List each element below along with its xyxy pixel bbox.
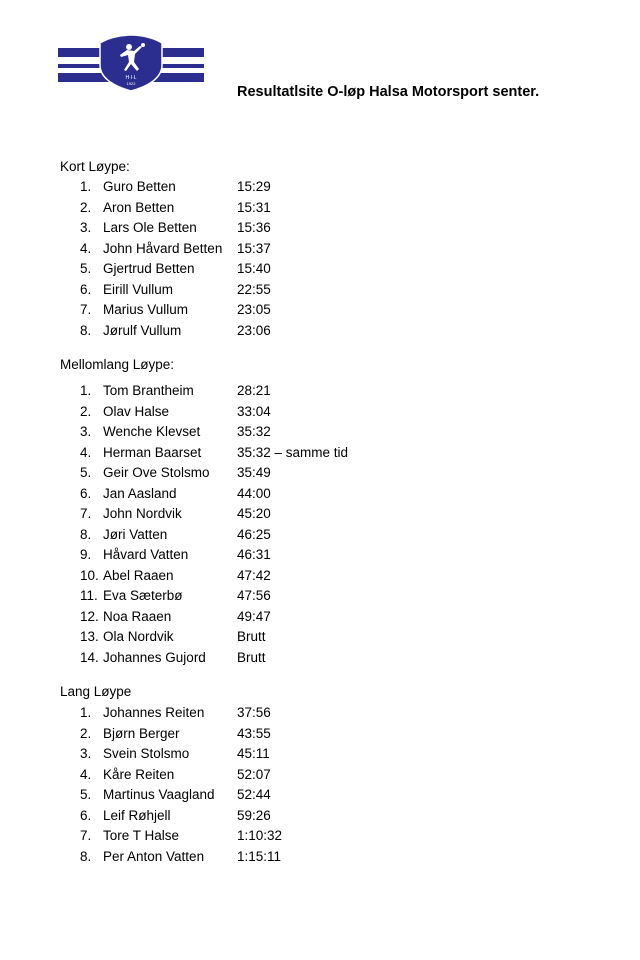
result-name: Kåre Reiten — [103, 766, 175, 782]
result-name: Håvard Vatten — [103, 547, 189, 562]
logo-letters: H·I·L — [125, 75, 137, 81]
result-rank: 11. — [80, 588, 98, 603]
result-row — [0, 525, 640, 546]
result-time: 45:11 — [237, 746, 270, 761]
result-time: 47:56 — [237, 588, 271, 603]
result-name: Marius Vullum — [103, 302, 189, 317]
result-rank: 3. — [80, 746, 92, 761]
result-rank: 5. — [80, 787, 92, 802]
result-rank: 1. — [80, 179, 92, 194]
result-time: 28:21 — [237, 383, 271, 398]
result-row — [0, 703, 640, 724]
result-time: 45:20 — [237, 506, 271, 521]
result-name: Eva Sæterbø — [103, 588, 183, 603]
result-time: 33:04 — [237, 403, 271, 419]
result-time: 43:55 — [237, 725, 271, 741]
result-time: 35:49 — [237, 465, 271, 480]
result-row — [0, 321, 640, 342]
result-rank: 4. — [80, 766, 92, 782]
result-name: Guro Betten — [103, 179, 176, 194]
result-rank: 9. — [80, 547, 92, 562]
result-name: Svein Stolsmo — [103, 746, 190, 761]
result-time: 23:05 — [237, 302, 271, 317]
result-name: Johannes Gujord — [103, 649, 206, 665]
result-name: Bjørn Berger — [103, 725, 180, 741]
result-row — [0, 198, 640, 219]
result-time: Brutt — [237, 649, 266, 665]
section-heading-lang: Lang Løype — [60, 684, 132, 699]
result-name: Wenche Klevset — [103, 424, 201, 439]
page-title: Resultatlsite O-løp Halsa Motorsport senter. — [237, 84, 540, 100]
section-heading-kort: Kort Løype: — [60, 159, 130, 174]
result-name: Tom Brantheim — [103, 383, 194, 398]
result-row — [0, 381, 640, 402]
result-time: 15:31 — [237, 199, 271, 215]
result-name: Herman Baarset — [103, 444, 202, 460]
result-row — [0, 765, 640, 786]
results-list-lang — [0, 703, 640, 867]
result-time: 15:29 — [237, 179, 271, 194]
logo-year: 1922 — [126, 81, 136, 86]
result-name: Noa Raaen — [103, 608, 172, 624]
result-row — [0, 648, 640, 669]
result-time: 46:25 — [237, 526, 271, 542]
result-name: Olav Halse — [103, 403, 170, 419]
result-time: Brutt — [237, 629, 266, 644]
result-name: Aron Betten — [103, 199, 175, 215]
result-name: John Nordvik — [103, 506, 182, 521]
result-time: 59:26 — [237, 807, 271, 823]
result-name: Jan Aasland — [103, 485, 177, 501]
result-row — [0, 239, 640, 260]
result-time: 15:40 — [237, 261, 271, 276]
result-name: Tore T Halse — [103, 828, 180, 843]
result-row — [0, 177, 640, 198]
result-row — [0, 259, 640, 280]
result-time: 37:56 — [237, 705, 271, 720]
result-rank: 5. — [80, 465, 92, 480]
result-rank: 8. — [80, 322, 92, 338]
result-row — [0, 443, 640, 464]
result-rank: 5. — [80, 261, 92, 276]
result-row — [0, 826, 640, 847]
result-row — [0, 463, 640, 484]
result-rank: 13. — [80, 629, 99, 644]
section-heading-mellomlang: Mellomlang Løype: — [60, 357, 175, 372]
result-time: 15:37 — [237, 240, 271, 256]
result-rank: 14. — [80, 649, 99, 665]
result-row — [0, 300, 640, 321]
result-row — [0, 724, 640, 745]
result-row — [0, 218, 640, 239]
result-row — [0, 744, 640, 765]
result-time: 52:07 — [237, 766, 271, 782]
result-time: 47:42 — [237, 567, 271, 583]
result-rank: 6. — [80, 281, 92, 297]
result-rank: 10. — [80, 567, 99, 583]
result-name: Eirill Vullum — [103, 281, 174, 297]
result-name: Gjertrud Betten — [103, 261, 195, 276]
result-row — [0, 545, 640, 566]
result-name: Lars Ole Betten — [103, 220, 197, 235]
result-name: Leif Røhjell — [103, 807, 171, 823]
result-time: 35:32 – samme tid — [237, 444, 349, 460]
result-rank: 1. — [80, 383, 92, 398]
result-row — [0, 785, 640, 806]
result-rank: 6. — [80, 485, 92, 501]
result-rank: 3. — [80, 424, 92, 439]
result-time: 15:36 — [237, 220, 271, 235]
result-time: 1:10:32 — [237, 828, 283, 843]
result-rank: 1. — [80, 705, 92, 720]
result-rank: 7. — [80, 828, 92, 843]
result-time: 1:15:11 — [237, 848, 282, 864]
result-name: Jøri Vatten — [103, 526, 168, 542]
results-list-mellomlang — [0, 381, 640, 668]
result-row — [0, 484, 640, 505]
result-time: 49:47 — [237, 608, 271, 624]
result-rank: 8. — [80, 526, 92, 542]
result-row — [0, 280, 640, 301]
result-rank: 3. — [80, 220, 92, 235]
result-time: 22:55 — [237, 281, 271, 297]
result-rank: 12. — [80, 608, 99, 624]
result-name: Ola Nordvik — [103, 629, 174, 644]
result-row — [0, 504, 640, 525]
result-time: 44:00 — [237, 485, 271, 501]
result-time: 46:31 — [237, 547, 271, 562]
result-row — [0, 586, 640, 607]
result-row — [0, 566, 640, 587]
club-logo — [58, 35, 204, 91]
result-name: Martinus Vaagland — [103, 787, 215, 802]
result-rank: 7. — [80, 506, 92, 521]
result-rank: 4. — [80, 240, 92, 256]
result-name: Johannes Reiten — [103, 705, 205, 720]
result-name: Jørulf Vullum — [103, 322, 182, 338]
result-time: 23:06 — [237, 322, 271, 338]
result-rank: 8. — [80, 848, 92, 864]
result-time: 35:32 — [237, 424, 271, 439]
result-row — [0, 627, 640, 648]
result-row — [0, 847, 640, 868]
result-rank: 4. — [80, 444, 92, 460]
result-row — [0, 806, 640, 827]
result-rank: 2. — [80, 403, 92, 419]
result-name: Per Anton Vatten — [103, 848, 205, 864]
result-row — [0, 402, 640, 423]
result-row — [0, 422, 640, 443]
result-row — [0, 607, 640, 628]
result-name: Geir Ove Stolsmo — [103, 465, 210, 480]
results-list-kort — [0, 177, 640, 341]
result-name: John Håvard Betten — [103, 240, 223, 256]
result-rank: 7. — [80, 302, 92, 317]
result-rank: 6. — [80, 807, 92, 823]
result-rank: 2. — [80, 725, 92, 741]
result-time: 52:44 — [237, 787, 271, 802]
result-name: Abel Raaen — [103, 567, 174, 583]
result-rank: 2. — [80, 199, 92, 215]
